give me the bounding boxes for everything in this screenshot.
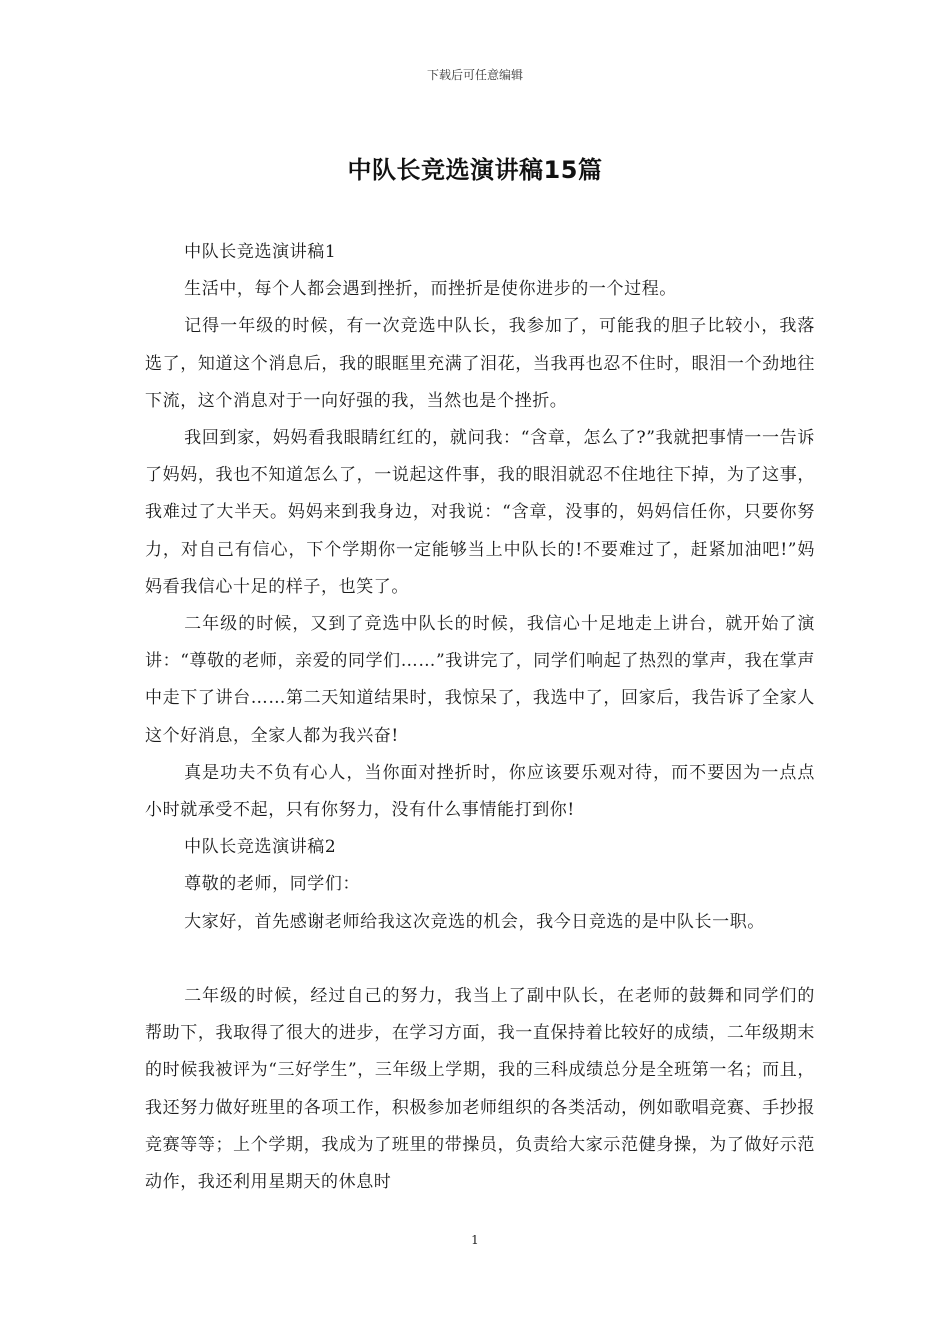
paragraph: 大家好，首先感谢老师给我这次竞选的机会，我今日竞选的是中队长一职。 — [184, 911, 765, 932]
paragraph: 二年级的时候，又到了竞选中队长的时候，我信心十足地走上讲台，就开始了演讲：“尊敬的老师，亲爱的同学们……”我讲完了，同学们响起了热烈的掌声，我在掌声中走下了讲台……第二天知道结果时，我惊呆了，我选中了，回家后，我告诉了全家人这个好消息，全家人都为我兴奋! — [145, 614, 815, 746]
page-number: 1 — [471, 1233, 479, 1247]
document-title: 中队长竞选演讲稿15篇 — [347, 156, 603, 184]
blank-line — [145, 941, 815, 978]
paragraph: 真是功夫不负有心人，当你面对挫折时，你应该要乐观对待，而不要因为一点点小时就承受不起，只有你努力，没有什么事情能打到你! — [145, 762, 815, 821]
paragraph: 二年级的时候，经过自己的努力，我当上了副中队长，在老师的鼓舞和同学们的帮助下，我取得了很大的进步，在学习方面，我一直保持着比较好的成绩，二年级期末的时候我被评为“三好学生”，三年级上学期，我的三科成绩总分是全班第一名；而且，我还努力做好班里的各项工作，积极参加老师组织的各类活动，例如歌唱竞赛、手抄报竞赛等等；上个学期，我成为了班里的带操员，负责给大家示范健身操，为了做好示范动作，我还利用星期天的休息时 — [145, 986, 815, 1193]
document-body — [145, 234, 815, 1201]
paragraph: 记得一年级的时候，有一次竞选中队长，我参加了，可能我的胆子比较小，我落选了，知道这个消息后，我的眼眶里充满了泪花，当我再也忍不住时，眼泪一个劲地往下流，这个消息对于一向好强的我，当然也是个挫折。 — [145, 316, 815, 411]
section-heading-2: 中队长竞选演讲稿2 — [184, 837, 337, 858]
section-heading-1: 中队长竞选演讲稿1 — [184, 242, 337, 262]
paragraph: 我回到家，妈妈看我眼睛红红的，就问我：“含章，怎么了?”我就把事情一一告诉了妈妈，我也不知道怎么了，一说起这件事，我的眼泪就忍不住地往下掉，为了这事，我难过了大半天。妈妈来到我身边，对我说：“含章，没事的，妈妈信任你，只要你努力，对自己有信心，下个学期你一定能够当上中队长的!不要难过了，赶紧加油吧!”妈妈看我信心十足的样子，也笑了。 — [145, 428, 815, 597]
header-note: 下载后可任意编辑 — [426, 68, 523, 82]
salutation: 尊敬的老师，同学们： — [184, 874, 361, 895]
paragraph: 生活中，每个人都会遇到挫折，而挫折是使你进步的一个过程。 — [184, 279, 677, 300]
